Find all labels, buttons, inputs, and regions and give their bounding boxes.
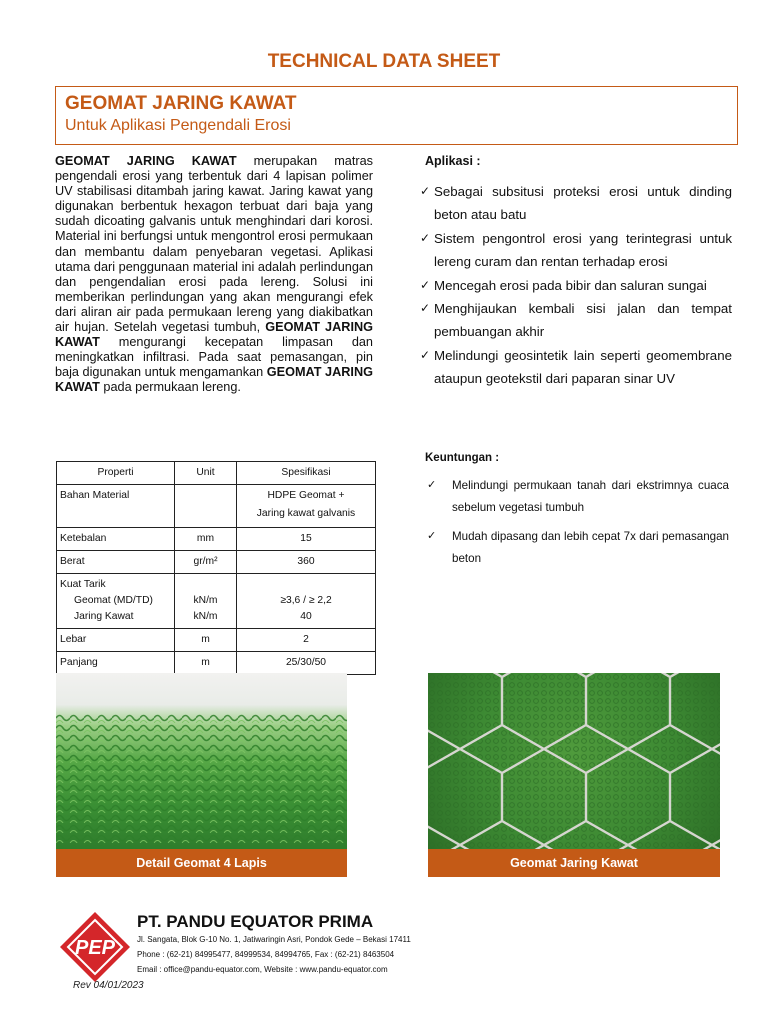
- cell-unit: mm: [175, 528, 237, 551]
- list-item: ✓ Menghijaukan kembali sisi jalan dan tempat pembuangan akhir: [420, 297, 732, 344]
- list-item: ✓ Melindungi geosintetik lain seperti geomembrane ataupun geotekstil dari paparan sinar UV: [420, 344, 732, 391]
- company-address: Jl. Sangata, Blok G-10 No. 1, Jatiwaringin Asri, Pondok Gede – Bekasi 17411: [137, 935, 411, 944]
- cell-spec: [237, 485, 376, 528]
- table-row: [57, 528, 376, 551]
- benefits-title: Keuntungan :: [425, 452, 500, 464]
- cell-spec-2: 40: [300, 611, 312, 622]
- hexagon-wire-mesh: [428, 673, 720, 849]
- checkmark-icon: ✓: [420, 230, 431, 245]
- geomat-texture: [56, 673, 347, 849]
- checkmark-icon: ✓: [420, 184, 431, 198]
- header-properti: Properti: [57, 462, 175, 485]
- cell-spec-1: ≥3,6 / ≥ 2,2: [280, 595, 332, 606]
- caption-geomat-wire: Geomat Jaring Kawat: [428, 849, 720, 877]
- cell-spec: 15: [237, 528, 376, 551]
- table-row: [57, 652, 376, 675]
- cell-spec-line1: HDPE Geomat +: [267, 490, 345, 501]
- cell-prop-geomat: Geomat (MD/TD): [74, 595, 153, 606]
- checkmark-icon: ✓: [427, 530, 437, 543]
- table-row: [57, 629, 376, 652]
- cell-unit-multi: [175, 574, 237, 629]
- cell-unit: [175, 485, 237, 528]
- product-name: GEOMAT JARING KAWAT: [65, 93, 297, 114]
- intro-product-name-3: GEOMAT JARING KAWAT: [55, 365, 373, 395]
- cell-spec: 25/30/50: [237, 652, 376, 675]
- checkmark-icon: ✓: [427, 479, 437, 491]
- geomat-detail-photo: [56, 673, 347, 849]
- logo-text: PEP: [74, 937, 116, 959]
- applications-title: Aplikasi :: [425, 154, 481, 168]
- checkmark-icon: ✓: [420, 301, 431, 316]
- applications-list: [420, 180, 732, 391]
- intro-text-3: pada permukaan lereng.: [99, 380, 241, 395]
- table-row: [57, 485, 376, 528]
- cell-unit-1: kN/m: [193, 595, 218, 606]
- header-spesifikasi: Spesifikasi: [237, 462, 376, 485]
- intro-product-name-1: GEOMAT JARING KAWAT: [55, 154, 237, 168]
- list-item: ✓ Mencegah erosi pada bibir dan saluran sungai: [420, 274, 732, 297]
- cell-spec-multi: [237, 574, 376, 629]
- cell-spec-line2: Jaring kawat galvanis: [256, 508, 356, 519]
- list-item: ✓ Mudah dipasang dan lebih cepat 7x dari pemasangan beton: [427, 526, 729, 569]
- specification-table: [56, 461, 376, 675]
- cell-spec: 360: [237, 551, 376, 574]
- revision-date: Rev 04/01/2023: [73, 980, 144, 991]
- list-item: ✓ Sistem pengontrol erosi yang terintegrasi untuk lereng curam dan rentan terhadap erosi: [420, 227, 732, 274]
- cell-prop: Panjang: [57, 652, 175, 675]
- cell-prop: Berat: [57, 551, 175, 574]
- list-item: ✓ Melindungi permukaan tanah dari ekstrimnya cuaca sebelum vegetasi tumbuh: [427, 475, 729, 518]
- cell-unit-2: kN/m: [193, 611, 218, 622]
- company-name: PT. PANDU EQUATOR PRIMA: [137, 912, 374, 931]
- cell-prop: Lebar: [57, 629, 175, 652]
- table-row: [57, 551, 376, 574]
- cell-prop: Bahan Material: [57, 485, 175, 528]
- intro-paragraph: [55, 154, 373, 396]
- intro-product-name-2: GEOMAT JARING KAWAT: [55, 320, 373, 350]
- intro-text-2: mengurangi kecepatan limpasan dan meningkatkan infiltrasi. Pada saat pemasangan, pin baja digunakan untuk mengamankan: [55, 335, 373, 380]
- checkmark-icon: ✓: [420, 277, 431, 292]
- geomat-wire-photo: [428, 673, 720, 849]
- intro-text-1: merupakan matras pengendali erosi yang terbentuk dari 4 lapisan polimer UV stabilisasi ditambah jaring kawat. Jaring kawat yang digunakan berbentuk hexagon terbuat dari baja yang sudah dicoating galvanis untuk menghindari dari korosi. Material ini berfungsi untuk mengontrol erosi permukaan dan membantu dalam penyebaran vegetasi. Aplikasi utama dari penggunaan material ini adalah perlindungan dan pengendalian erosi pada lereng. Solusi ini memberikan perlindungan yang akan mengurangi efek dari aliran air pada permukaan lereng yang diakibatkan air hujan. Setelah vegetasi tumbuh,: [55, 154, 373, 335]
- list-item: ✓ Sebagai subsitusi proteksi erosi untuk dinding beton atau batu: [420, 180, 732, 227]
- cell-prop: Ketebalan: [57, 528, 175, 551]
- company-logo: [58, 910, 132, 984]
- product-subtitle: Untuk Aplikasi Pengendali Erosi: [65, 117, 291, 134]
- cell-unit: m: [175, 652, 237, 675]
- product-header-box: [55, 86, 738, 145]
- company-phone: Phone : (62-21) 84995477, 84999534, 84994765, Fax : (62-21) 8463504: [137, 950, 395, 959]
- company-email: Email : office@pandu-equator.com, Website : www.pandu-equator.com: [137, 965, 388, 974]
- cell-prop-kuat-tarik: Kuat Tarik: [60, 579, 106, 590]
- table-header-row: [57, 462, 376, 485]
- checkmark-icon: ✓: [420, 347, 431, 362]
- table-row: [57, 574, 376, 629]
- header-unit: Unit: [175, 462, 237, 485]
- cell-unit: gr/m²: [175, 551, 237, 574]
- cell-prop-jaring: Jaring Kawat: [74, 611, 134, 622]
- benefits-list: [427, 475, 729, 577]
- cell-spec: 2: [237, 629, 376, 652]
- document-title: TECHNICAL DATA SHEET: [267, 51, 501, 72]
- cell-prop-multi: [57, 574, 175, 629]
- caption-geomat-detail: Detail Geomat 4 Lapis: [56, 849, 347, 877]
- cell-unit: m: [175, 629, 237, 652]
